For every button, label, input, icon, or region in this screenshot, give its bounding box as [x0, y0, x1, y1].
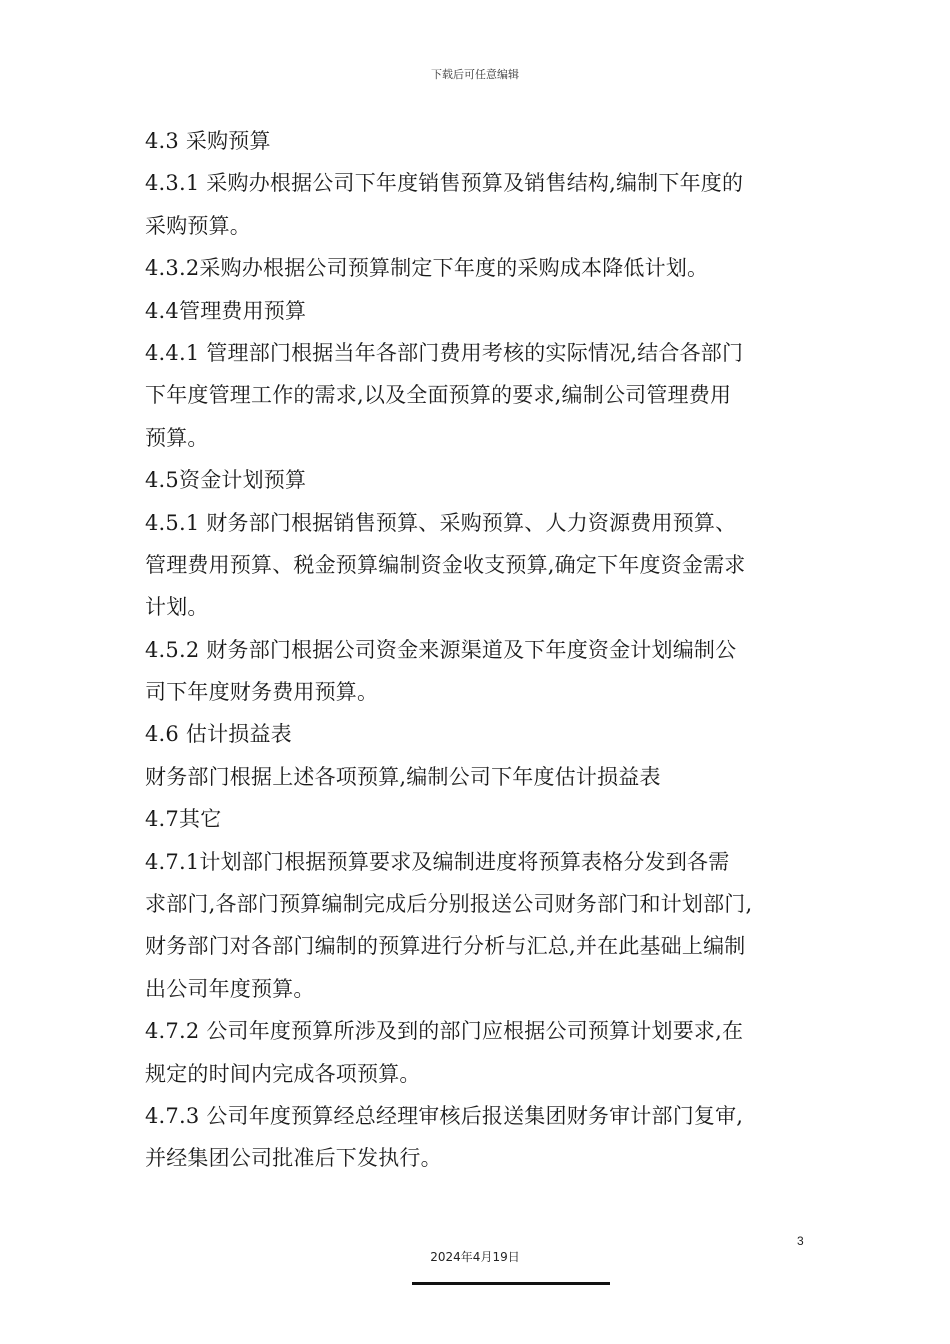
paragraph-line: 并经集团公司批准后下发执行。 — [145, 1146, 442, 1171]
paragraph-line: 财务部门根据上述各项预算,编制公司下年度估计损益表 — [145, 764, 661, 789]
footer-date: 2024年4月19日 — [430, 1250, 520, 1264]
paragraph-line: 管理费用预算、税金预算编制资金收支预算,确定下年度资金需求 — [145, 552, 746, 577]
section-heading: 4.3 采购预算 — [145, 129, 271, 153]
section-heading: 4.6 估计损益表 — [145, 722, 292, 747]
document-body — [145, 120, 825, 1180]
paragraph-line: 4.5.2 财务部门根据公司资金来源渠道及下年度资金计划编制公 — [145, 637, 737, 662]
paragraph-line: 4.4.1 管理部门根据当年各部门费用考核的实际情况,结合各部门 — [145, 340, 744, 365]
paragraph-line: 4.7.3 公司年度预算经总经理审核后报送集团财务审计部门复审, — [145, 1103, 744, 1128]
header-note: 下载后可任意编辑 — [431, 68, 519, 81]
section-heading: 4.7其它 — [145, 807, 222, 832]
paragraph-line: 财务部门对各部门编制的预算进行分析与汇总,并在此基础上编制 — [145, 934, 746, 959]
paragraph-line: 出公司年度预算。 — [145, 976, 315, 1001]
paragraph-line: 4.7.2 公司年度预算所涉及到的部门应根据公司预算计划要求,在 — [145, 1019, 744, 1044]
paragraph-line: 下年度管理工作的需求,以及全面预算的要求,编制公司管理费用 — [145, 383, 732, 408]
paragraph-line: 采购预算。 — [145, 213, 251, 238]
paragraph-line: 计划。 — [145, 595, 209, 620]
paragraph-line: 4.3.2采购办根据公司预算制定下年度的采购成本降低计划。 — [145, 256, 709, 281]
paragraph-line: 规定的时间内完成各项预算。 — [145, 1061, 421, 1086]
section-heading: 4.4管理费用预算 — [145, 298, 307, 323]
paragraph-line: 4.3.1 采购办根据公司下年度销售预算及销售结构,编制下年度的 — [145, 171, 744, 196]
paragraph-line: 司下年度财务费用预算。 — [145, 680, 379, 705]
paragraph-line: 预算。 — [145, 425, 209, 450]
section-heading: 4.5资金计划预算 — [145, 468, 307, 493]
footer-rule — [412, 1282, 610, 1285]
paragraph-line: 4.5.1 财务部门根据销售预算、采购预算、人力资源费用预算、 — [145, 510, 737, 535]
paragraph-line: 求部门,各部门预算编制完成后分别报送公司财务部门和计划部门, — [145, 892, 753, 917]
paragraph-line: 4.7.1计划部门根据预算要求及编制进度将预算表格分发到各需 — [145, 849, 730, 874]
page-number: 3 — [797, 1234, 804, 1248]
